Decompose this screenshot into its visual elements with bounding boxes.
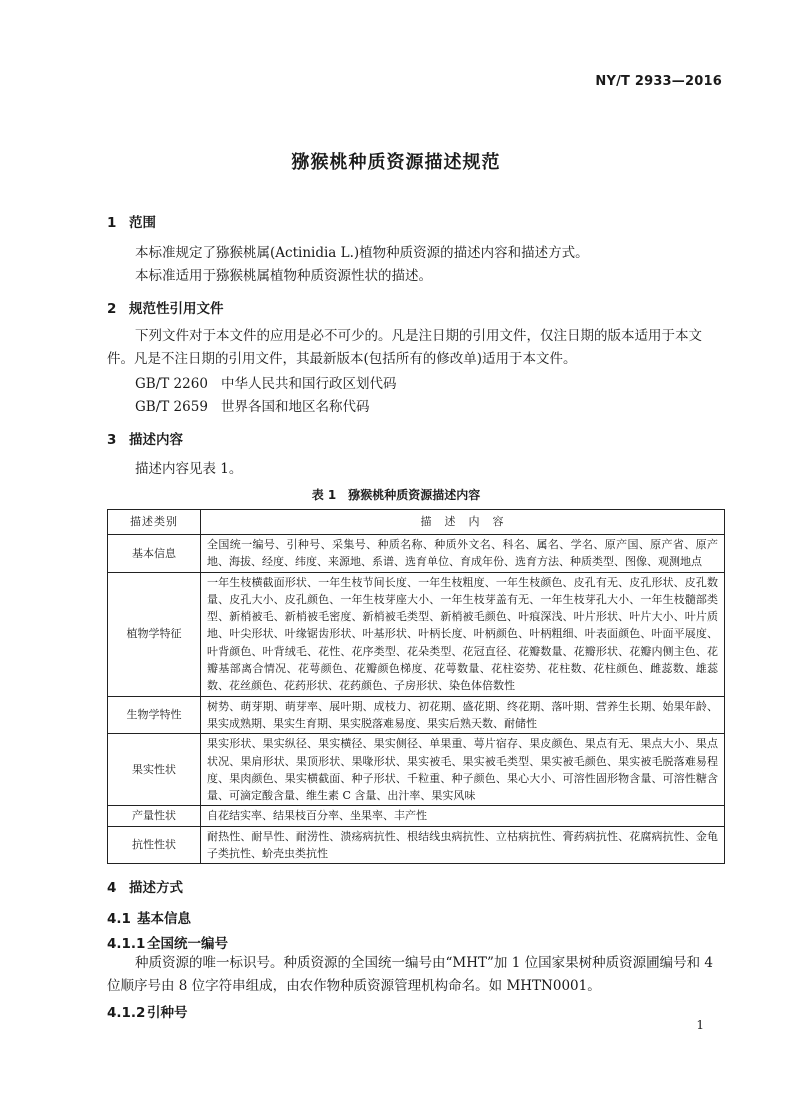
section-4-heading (107, 876, 183, 896)
section-4-1-heading (107, 907, 191, 927)
section-number: 4.1.1 (107, 936, 146, 952)
description-content-text: 描述内容见表 1。 (135, 461, 243, 477)
reference-code: GB/T 2260 (135, 376, 208, 392)
scope-paragraph-1: 本标准规定了猕猴桃属(Actinidia L.)植物种质资源的描述内容和描述方式。 (135, 245, 589, 261)
table-row (108, 696, 725, 734)
section-4-1-1-heading (107, 932, 228, 952)
column-header-category: 描述类别 (108, 510, 201, 535)
table-cell-content: 耐热性、耐旱性、耐涝性、溃疡病抗性、根结线虫病抗性、立枯病抗性、膏药病抗性、花腐病抗性、金龟子类抗性、蚧壳虫类抗性 (201, 826, 725, 864)
section-1-heading (107, 211, 156, 231)
table-header-row (108, 510, 725, 535)
table-cell-content: 一年生枝横截面形状、一年生枝节间长度、一年生枝粗度、一年生枝颜色、皮孔有无、皮孔形状、皮孔数量、皮孔大小、皮孔颜色、一年生枝芽座大小、一年生枝芽盖有无、一年生枝芽孔大小、一年生枝髓部类型、新梢被毛、新梢被毛密度、新梢被毛类型、新梢被毛颜色、叶痕深浅、叶片形状、叶片大小、叶片质地、叶尖形状、叶缘锯齿形状、叶基形状、叶柄长度、叶柄颜色、叶柄粗细、叶表面颜色、叶面平展度、叶背颜色、叶背绒毛、花性、花序类型、花朵类型、花冠直径、花瓣数量、花瓣形状、花瓣内侧主色、花瓣基部离合情况、花萼颜色、花瓣颜色梯度、花萼数量、花柱姿势、花柱数、花柱颜色、雌蕊数、雄蕊数、花丝颜色、花药形状、花药颜色、子房形状、染色体倍数性 (201, 572, 725, 696)
table-cell-category: 果实性状 (108, 734, 201, 806)
table-cell-category: 生物学特性 (108, 696, 201, 734)
page-title: 猕猴桃种质资源描述规范 (291, 152, 501, 173)
section-number: 4.1.2 (107, 1005, 146, 1021)
section-title: 全国统一编号 (147, 936, 228, 952)
section-title: 规范性引用文件 (129, 301, 224, 317)
section-number: 3 (107, 432, 117, 448)
section-title: 范围 (129, 215, 156, 231)
table-row (108, 826, 725, 864)
table-cell-content: 果实形状、果实纵径、果实横径、果实侧径、单果重、萼片宿存、果皮颜色、果点有无、果点大小、果点状况、果肩形状、果顶形状、果喙形状、果实被毛、果实被毛类型、果实被毛颜色、果实被毛脱落难易程度、果肉颜色、果实横截面、种子形状、千粒重、种子颜色、果心大小、可溶性固形物含量、可溶性糖含量、可滴定酸含量、维生素 C 含量、出汁率、果实风味 (201, 734, 725, 806)
section-title: 描述方式 (129, 880, 183, 896)
description-content-table (107, 509, 725, 864)
intro-text: 下列文件对于本文件的应用是必不可少的。凡是注日期的引用文件，仅注日期的版本适用于本文件。凡是不注日期的引用文件，其最新版本(包括所有的修改单)适用于本文件。 (107, 328, 702, 367)
reference-code: GB/T 2659 (135, 399, 208, 415)
reference-item (135, 395, 370, 415)
paragraph-text: 种质资源的唯一标识号。种质资源的全国统一编号由“MHT”加 1 位国家果树种质资源圃编号和 4 位顺序号由 8 位字符串组成，由农作物种质资源管理机构命名。如 MHTN0001。 (107, 955, 713, 994)
table-cell-content: 全国统一编号、引种号、采集号、种质名称、种质外文名、科名、属名、学名、原产国、原产省、原产地、海拔、经度、纬度、来源地、系谱、选育单位、育成年份、选育方法、种质类型、图像、观测地点 (201, 535, 725, 573)
page-number: 1 (696, 1018, 704, 1032)
section-title: 描述内容 (129, 432, 183, 448)
table-cell-category: 产量性状 (108, 806, 201, 826)
reference-title: 世界各国和地区名称代码 (221, 399, 370, 415)
section-number: 2 (107, 301, 117, 317)
section-2-heading (107, 297, 224, 317)
scope-paragraph-2: 本标准适用于猕猴桃属植物种质资源性状的描述。 (135, 268, 432, 284)
table-row (108, 806, 725, 826)
reference-item (135, 372, 397, 392)
column-header-content: 描 述 内 容 (201, 510, 725, 535)
table-row (108, 535, 725, 573)
table-cell-category: 基本信息 (108, 535, 201, 573)
section-number: 1 (107, 215, 117, 231)
section-4-1-2-heading (107, 1001, 188, 1021)
table-cell-category: 抗性性状 (108, 826, 201, 864)
table-cell-content: 自花结实率、结果枝百分率、坐果率、丰产性 (201, 806, 725, 826)
standard-code: NY/T 2933—2016 (595, 74, 722, 89)
section-title: 引种号 (147, 1005, 188, 1021)
section-number: 4 (107, 880, 117, 896)
reference-title: 中华人民共和国行政区划代码 (221, 376, 397, 392)
national-unified-number-paragraph (107, 952, 725, 998)
table-row (108, 734, 725, 806)
normative-references-intro (107, 325, 725, 371)
table-cell-category: 植物学特征 (108, 572, 201, 696)
section-title: 基本信息 (137, 911, 191, 927)
section-number: 4.1 (107, 911, 131, 927)
section-3-heading (107, 428, 183, 448)
table-row (108, 572, 725, 696)
table-cell-content: 树势、萌芽期、萌芽率、展叶期、成枝力、初花期、盛花期、终花期、落叶期、营养生长期、始果年龄、果实成熟期、果实生育期、果实脱落难易度、果实后熟天数、耐储性 (201, 696, 725, 734)
table-caption: 表 1 猕猴桃种质资源描述内容 (311, 488, 481, 502)
